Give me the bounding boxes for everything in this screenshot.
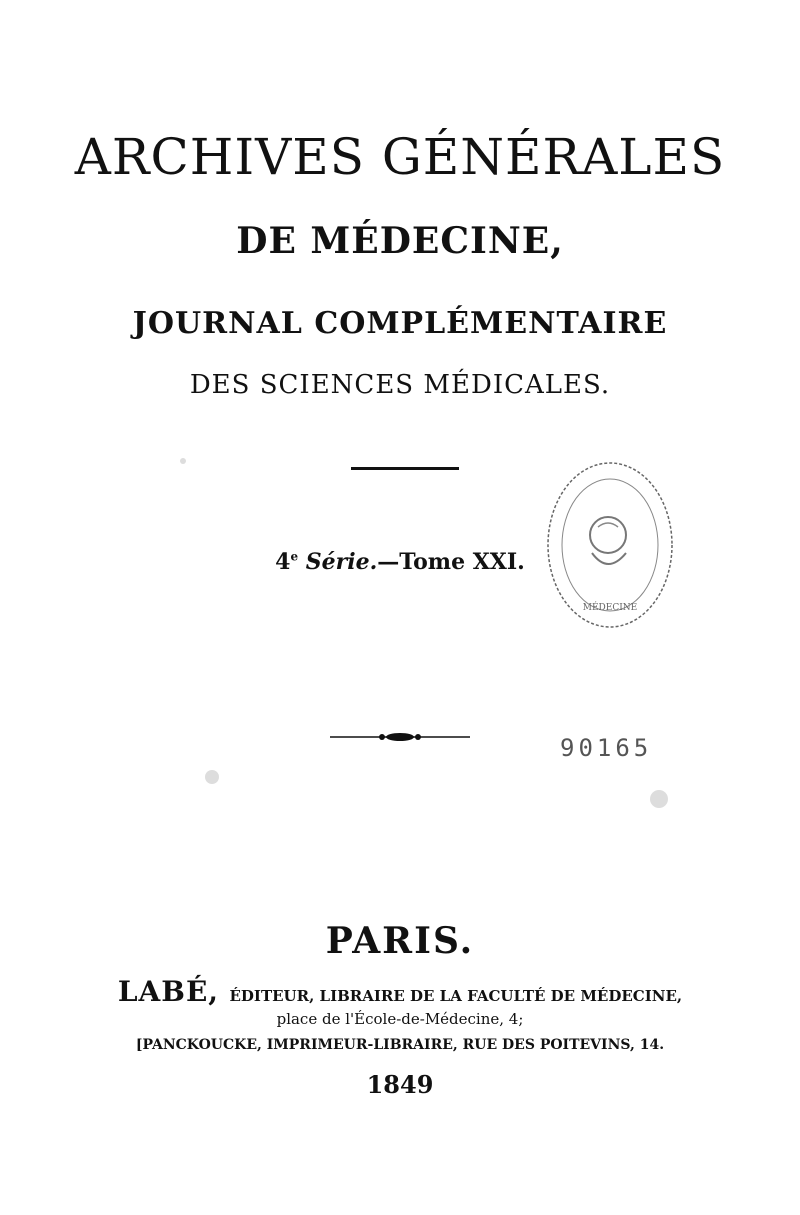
journal-description-2: DES SCIENCES MÉDICALES. — [189, 370, 611, 400]
imprint-address: place de l'École-de-Médecine, 4; — [276, 1010, 524, 1028]
imprint-year: 1849 — [366, 1070, 434, 1099]
tome-label: —Tome XXI. — [377, 549, 525, 575]
imprint-printer: [PANCKOUCKE, IMPRIMEUR-LIBRAIRE, RUE DES POITEVINS, 14. — [135, 1037, 665, 1053]
series-label: Série. — [305, 549, 378, 575]
library-stamp-icon — [540, 455, 680, 635]
paper-speck — [180, 458, 186, 464]
imprint-publisher — [0, 975, 800, 1008]
ornamental-rule-icon — [330, 730, 470, 744]
divider-rule — [351, 467, 459, 470]
series-sup: e — [290, 549, 299, 564]
publisher-role: ÉDITEUR, LIBRAIRE DE LA FACULTÉ DE MÉDECINE, — [229, 987, 683, 1005]
publisher-name: LABÉ, — [117, 975, 220, 1008]
manuscript-number: 90165 — [560, 734, 653, 762]
series-line — [0, 549, 800, 575]
paper-speck — [205, 770, 219, 784]
journal-title: ARCHIVES GÉNÉRALES — [74, 128, 726, 186]
paper-speck — [650, 790, 668, 808]
series-number: 4 — [275, 549, 291, 575]
imprint-city: PARIS. — [325, 920, 475, 962]
journal-description: JOURNAL COMPLÉMENTAIRE — [132, 306, 668, 341]
svg-text:MÉDECINE: MÉDECINE — [582, 603, 638, 613]
journal-subtitle: DE MÉDECINE, — [236, 220, 564, 262]
